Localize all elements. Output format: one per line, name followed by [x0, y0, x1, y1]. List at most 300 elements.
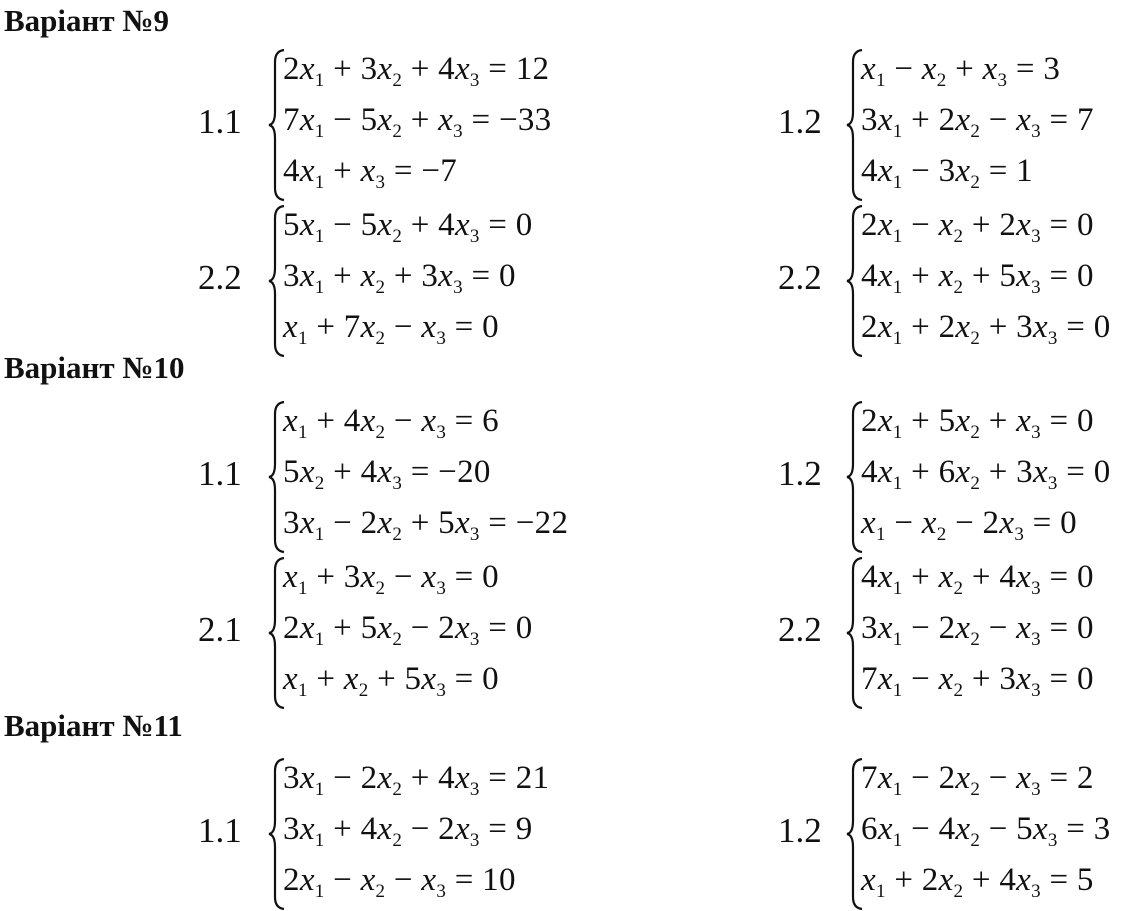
- equation: [861, 811, 1111, 851]
- variable-index: 2: [953, 277, 964, 298]
- equation-text: −: [902, 661, 939, 697]
- equation-text: + 3: [980, 454, 1033, 490]
- variable-x: x: [955, 102, 971, 138]
- variable-x: x: [299, 153, 315, 189]
- variable-index: 3: [1031, 578, 1041, 599]
- equation-text: −: [385, 862, 422, 898]
- equation-text: 2: [283, 51, 300, 87]
- variable-index: 2: [936, 524, 947, 545]
- system-label: 1.2: [778, 454, 822, 493]
- system-label: 1.1: [198, 811, 242, 850]
- equation-text: = 0: [446, 661, 499, 697]
- variable-index: 3: [1031, 779, 1041, 800]
- equation-text: + 3: [307, 559, 361, 595]
- variable-x: x: [861, 51, 876, 87]
- variable-x: x: [1032, 309, 1048, 345]
- variable-index: 1: [875, 70, 886, 91]
- variable-x: x: [938, 258, 954, 294]
- variable-x: x: [454, 760, 470, 796]
- variable-index: 1: [297, 328, 308, 349]
- variable-index: 3: [469, 779, 480, 800]
- variable-x: x: [877, 153, 893, 189]
- equation-text: − 3: [902, 153, 956, 189]
- equation-text: = 0: [1040, 258, 1094, 294]
- variable-x: x: [299, 51, 315, 87]
- system-label: 1.1: [198, 454, 242, 493]
- variable-x: x: [421, 309, 437, 345]
- variable-index: 1: [314, 121, 325, 142]
- equation-text: + 5: [368, 661, 422, 697]
- equation-text: = 0: [1040, 403, 1094, 439]
- system-label: 1.1: [198, 102, 242, 141]
- equation-text: 3: [861, 102, 878, 138]
- variable-index: 2: [375, 578, 386, 599]
- equation-text: + 4: [963, 862, 1017, 898]
- variable-x: x: [421, 661, 437, 697]
- equation: [283, 760, 550, 800]
- system-label: 2.2: [778, 610, 822, 649]
- variable-index: 3: [375, 172, 386, 193]
- equation-text: = 0: [1040, 661, 1094, 697]
- variable-x: x: [299, 258, 315, 294]
- equation-text: = 0: [1040, 559, 1094, 595]
- equation: [861, 505, 1077, 545]
- variable-index: 3: [997, 70, 1008, 91]
- variable-x: x: [982, 51, 998, 87]
- equation-text: − 5: [324, 207, 378, 243]
- equation-text: +: [902, 559, 939, 595]
- equation-text: + 3: [385, 258, 439, 294]
- variable-x: x: [377, 207, 393, 243]
- equation-text: = 1: [980, 153, 1033, 189]
- variable-index: 2: [970, 422, 981, 443]
- equation: [861, 454, 1111, 494]
- variable-x: x: [299, 102, 315, 138]
- equation-text: = 3: [1007, 51, 1061, 87]
- equation-text: = 0: [1040, 610, 1094, 646]
- variant-title: Варіант №10: [4, 350, 185, 385]
- variable-x: x: [454, 207, 470, 243]
- equation-text: 2: [861, 403, 878, 439]
- equation-text: = 3: [1057, 811, 1111, 847]
- variable-index: 2: [392, 830, 403, 851]
- variable-x: x: [360, 153, 376, 189]
- variable-index: 1: [314, 830, 325, 851]
- equation: [283, 403, 499, 443]
- variable-index: 1: [297, 422, 308, 443]
- equation-text: 3: [861, 610, 878, 646]
- variable-x: x: [877, 207, 893, 243]
- equation-text: 3: [283, 505, 300, 541]
- equation-text: +: [402, 102, 439, 138]
- equation-text: + 5: [324, 610, 378, 646]
- equation-text: + 4: [402, 760, 455, 796]
- variable-index: 3: [1031, 226, 1041, 247]
- equation-text: 4: [283, 153, 300, 189]
- equation-text: 7: [861, 661, 878, 697]
- equation-text: + 3: [963, 661, 1017, 697]
- variable-index: 2: [953, 680, 964, 701]
- equation-text: = 0: [462, 258, 516, 294]
- variable-index: 1: [892, 680, 903, 701]
- variable-x: x: [377, 811, 393, 847]
- system-label: 2.2: [778, 258, 822, 297]
- variable-index: 3: [469, 629, 480, 650]
- variable-index: 1: [314, 629, 325, 650]
- equation-text: +: [324, 153, 361, 189]
- equation-text: = −33: [462, 102, 552, 138]
- variable-index: 1: [892, 277, 903, 298]
- variable-x: x: [1016, 102, 1032, 138]
- equation-text: −: [980, 760, 1017, 796]
- variable-x: x: [938, 207, 954, 243]
- equation-text: −: [902, 207, 939, 243]
- variable-x: x: [877, 661, 893, 697]
- variable-index: 2: [392, 629, 403, 650]
- variable-x: x: [1032, 454, 1048, 490]
- equation-text: 5: [283, 207, 300, 243]
- variable-x: x: [299, 454, 315, 490]
- variable-x: x: [360, 309, 376, 345]
- equation-text: − 2: [324, 760, 378, 796]
- equation-text: 4: [861, 559, 878, 595]
- equation-text: 2: [283, 610, 300, 646]
- equation-text: + 5: [902, 403, 956, 439]
- variable-x: x: [283, 309, 298, 345]
- variable-index: 2: [375, 881, 386, 902]
- variable-x: x: [421, 403, 437, 439]
- variable-x: x: [1016, 258, 1032, 294]
- variable-index: 3: [1031, 881, 1041, 902]
- equation: [861, 309, 1111, 349]
- variable-index: 1: [892, 629, 903, 650]
- variable-index: 2: [314, 473, 325, 494]
- variable-index: 3: [436, 578, 447, 599]
- variable-index: 3: [469, 70, 480, 91]
- variable-x: x: [360, 862, 376, 898]
- variable-index: 3: [453, 277, 463, 298]
- variable-index: 3: [392, 473, 403, 494]
- equation: [283, 811, 533, 851]
- variable-index: 2: [392, 779, 403, 800]
- equation: [861, 403, 1094, 443]
- variable-x: x: [999, 505, 1015, 541]
- variable-x: x: [1016, 403, 1032, 439]
- equation-text: + 7: [307, 309, 361, 345]
- equation-text: −: [980, 610, 1017, 646]
- equation-text: 2: [283, 862, 300, 898]
- variable-x: x: [454, 505, 470, 541]
- variable-index: 3: [1031, 629, 1041, 650]
- variable-index: 1: [314, 277, 325, 298]
- variable-x: x: [454, 610, 470, 646]
- equation: [861, 51, 1061, 91]
- system-label: 1.2: [778, 811, 822, 850]
- equation: [283, 505, 569, 545]
- variable-x: x: [1016, 862, 1032, 898]
- variable-index: 2: [970, 328, 981, 349]
- variable-index: 1: [892, 830, 903, 851]
- equation-text: 4: [861, 454, 878, 490]
- equation-text: + 4: [963, 559, 1017, 595]
- variable-index: 2: [953, 881, 964, 902]
- equation-text: + 2: [963, 207, 1017, 243]
- equation-text: = 7: [1040, 102, 1094, 138]
- equation-text: 2: [861, 309, 878, 345]
- equation-text: = 0: [1057, 454, 1111, 490]
- equation-text: +: [946, 51, 983, 87]
- equation-text: −: [885, 51, 922, 87]
- variable-x: x: [438, 258, 454, 294]
- variable-x: x: [877, 811, 893, 847]
- variable-x: x: [299, 505, 315, 541]
- variable-x: x: [955, 153, 971, 189]
- equation-text: − 5: [980, 811, 1033, 847]
- equation-text: 4: [861, 258, 878, 294]
- variable-x: x: [438, 102, 454, 138]
- variable-index: 3: [1047, 830, 1058, 851]
- equation-text: = 0: [1040, 207, 1094, 243]
- variable-x: x: [360, 403, 376, 439]
- variable-x: x: [299, 207, 315, 243]
- system-label: 1.2: [778, 102, 822, 141]
- equation-text: −: [885, 505, 922, 541]
- variable-x: x: [877, 559, 893, 595]
- variable-x: x: [377, 610, 393, 646]
- equation-text: +: [307, 661, 344, 697]
- equation-text: − 5: [324, 102, 378, 138]
- variable-x: x: [1032, 811, 1048, 847]
- variable-index: 1: [314, 524, 325, 545]
- equation: [861, 153, 1033, 193]
- variable-index: 3: [436, 422, 447, 443]
- equation-text: −: [385, 403, 422, 439]
- equation-text: = 0: [479, 207, 533, 243]
- equation-text: − 2: [402, 610, 455, 646]
- equation: [861, 661, 1094, 701]
- variable-index: 3: [469, 830, 480, 851]
- variable-index: 2: [358, 680, 369, 701]
- equation-text: − 2: [902, 760, 956, 796]
- variable-x: x: [283, 661, 298, 697]
- variable-index: 1: [892, 121, 903, 142]
- equation-text: + 5: [402, 505, 455, 541]
- equation: [861, 559, 1094, 599]
- variable-x: x: [377, 51, 393, 87]
- equation-text: 2: [861, 207, 878, 243]
- equation: [283, 559, 499, 599]
- variable-index: 2: [392, 70, 403, 91]
- equation-text: = 0: [1057, 309, 1111, 345]
- equation: [861, 610, 1094, 650]
- variable-x: x: [360, 258, 376, 294]
- variable-index: 3: [1047, 473, 1058, 494]
- equation-text: = 21: [479, 760, 550, 796]
- variable-x: x: [938, 559, 954, 595]
- variable-x: x: [877, 102, 893, 138]
- equation-text: = 5: [1040, 862, 1094, 898]
- variable-index: 1: [892, 578, 903, 599]
- equation-text: 4: [861, 153, 878, 189]
- variable-index: 3: [1014, 524, 1025, 545]
- variable-x: x: [877, 760, 893, 796]
- variable-x: x: [377, 102, 393, 138]
- equation-text: 3: [283, 811, 300, 847]
- equation-text: − 2: [402, 811, 455, 847]
- equation: [861, 258, 1094, 298]
- variable-index: 1: [875, 881, 886, 902]
- variable-x: x: [283, 559, 298, 595]
- variable-index: 2: [970, 473, 981, 494]
- equation-text: 3: [283, 760, 300, 796]
- equation-text: = 2: [1040, 760, 1094, 796]
- equation-text: = 0: [479, 610, 533, 646]
- equation-text: + 2: [902, 102, 956, 138]
- variable-x: x: [283, 403, 298, 439]
- variable-index: 2: [970, 629, 981, 650]
- variable-index: 2: [375, 277, 386, 298]
- equation-text: = 12: [479, 51, 550, 87]
- variable-index: 1: [892, 473, 903, 494]
- equation-text: + 4: [324, 811, 378, 847]
- variable-index: 1: [314, 172, 325, 193]
- variable-index: 1: [892, 779, 903, 800]
- variable-x: x: [877, 610, 893, 646]
- equation-text: −: [324, 862, 361, 898]
- equation-text: = 0: [446, 309, 499, 345]
- variable-x: x: [299, 760, 315, 796]
- variable-index: 2: [936, 70, 947, 91]
- equation-text: = −20: [402, 454, 491, 490]
- variable-x: x: [1016, 661, 1032, 697]
- variable-x: x: [454, 51, 470, 87]
- variable-index: 1: [892, 422, 903, 443]
- equation-text: − 2: [946, 505, 1000, 541]
- variable-x: x: [299, 862, 315, 898]
- variable-index: 2: [392, 524, 403, 545]
- equation-text: = 0: [446, 559, 499, 595]
- equation-text: 3: [283, 258, 300, 294]
- variable-index: 3: [1047, 328, 1058, 349]
- variable-x: x: [1016, 760, 1032, 796]
- variable-x: x: [861, 862, 876, 898]
- equation-text: + 6: [902, 454, 956, 490]
- variable-x: x: [299, 811, 315, 847]
- variable-index: 1: [314, 779, 325, 800]
- equation-text: + 4: [307, 403, 361, 439]
- equation-text: + 2: [902, 309, 956, 345]
- variable-index: 2: [392, 121, 403, 142]
- system-label: 2.2: [198, 258, 242, 297]
- variable-index: 2: [392, 226, 403, 247]
- equation: [283, 610, 533, 650]
- variable-x: x: [938, 862, 954, 898]
- variable-x: x: [377, 760, 393, 796]
- equation-text: + 3: [980, 309, 1033, 345]
- variable-index: 1: [892, 328, 903, 349]
- variable-x: x: [955, 403, 971, 439]
- variable-x: x: [921, 51, 937, 87]
- variable-x: x: [877, 258, 893, 294]
- variable-x: x: [421, 559, 437, 595]
- variant-title: Варіант №11: [4, 708, 183, 743]
- equation: [283, 862, 516, 902]
- equation-text: 7: [861, 760, 878, 796]
- variable-x: x: [1016, 207, 1032, 243]
- variable-x: x: [938, 661, 954, 697]
- variable-index: 3: [1031, 680, 1041, 701]
- equation-text: −: [980, 102, 1017, 138]
- variable-x: x: [299, 610, 315, 646]
- equation-text: + 4: [324, 454, 378, 490]
- equation: [861, 760, 1094, 800]
- variable-index: 2: [375, 328, 386, 349]
- equation-text: = −7: [385, 153, 458, 189]
- equation: [283, 51, 550, 91]
- variable-index: 3: [469, 524, 480, 545]
- variable-index: 1: [892, 172, 903, 193]
- equation-text: = −22: [479, 505, 569, 541]
- variable-index: 1: [297, 680, 308, 701]
- variable-x: x: [877, 454, 893, 490]
- variable-x: x: [1016, 559, 1032, 595]
- variant-title: Варіант №9: [4, 3, 170, 38]
- variable-x: x: [955, 811, 971, 847]
- variable-index: 3: [453, 121, 463, 142]
- system-label: 2.1: [198, 610, 242, 649]
- variable-index: 2: [375, 422, 386, 443]
- variable-index: 2: [970, 121, 981, 142]
- variable-x: x: [861, 505, 876, 541]
- variable-index: 2: [953, 226, 964, 247]
- equation-text: −: [385, 309, 422, 345]
- variable-index: 3: [469, 226, 480, 247]
- equation-text: = 9: [479, 811, 533, 847]
- variable-index: 3: [1031, 422, 1041, 443]
- variable-index: 1: [875, 524, 886, 545]
- equation-text: + 2: [885, 862, 939, 898]
- equation: [861, 207, 1094, 247]
- equation: [283, 207, 533, 247]
- equation: [283, 661, 499, 701]
- equation-text: 7: [283, 102, 300, 138]
- variable-index: 2: [970, 779, 981, 800]
- variable-index: 3: [1031, 277, 1041, 298]
- equation-text: + 5: [963, 258, 1017, 294]
- variable-index: 2: [953, 578, 964, 599]
- variable-x: x: [377, 505, 393, 541]
- variable-index: 2: [970, 172, 981, 193]
- equation: [283, 153, 458, 193]
- variable-x: x: [343, 661, 359, 697]
- variable-x: x: [1016, 610, 1032, 646]
- equation-text: +: [902, 258, 939, 294]
- variable-index: 1: [314, 70, 325, 91]
- variable-x: x: [421, 862, 437, 898]
- variable-x: x: [454, 811, 470, 847]
- variable-x: x: [921, 505, 937, 541]
- equation-text: = 0: [1024, 505, 1077, 541]
- variable-index: 3: [1031, 121, 1041, 142]
- variable-index: 1: [314, 226, 325, 247]
- variable-x: x: [360, 559, 376, 595]
- variable-x: x: [955, 309, 971, 345]
- equation: [283, 258, 516, 298]
- variable-x: x: [377, 454, 393, 490]
- variable-x: x: [955, 760, 971, 796]
- equation-text: − 4: [902, 811, 956, 847]
- equation-text: = 6: [446, 403, 499, 439]
